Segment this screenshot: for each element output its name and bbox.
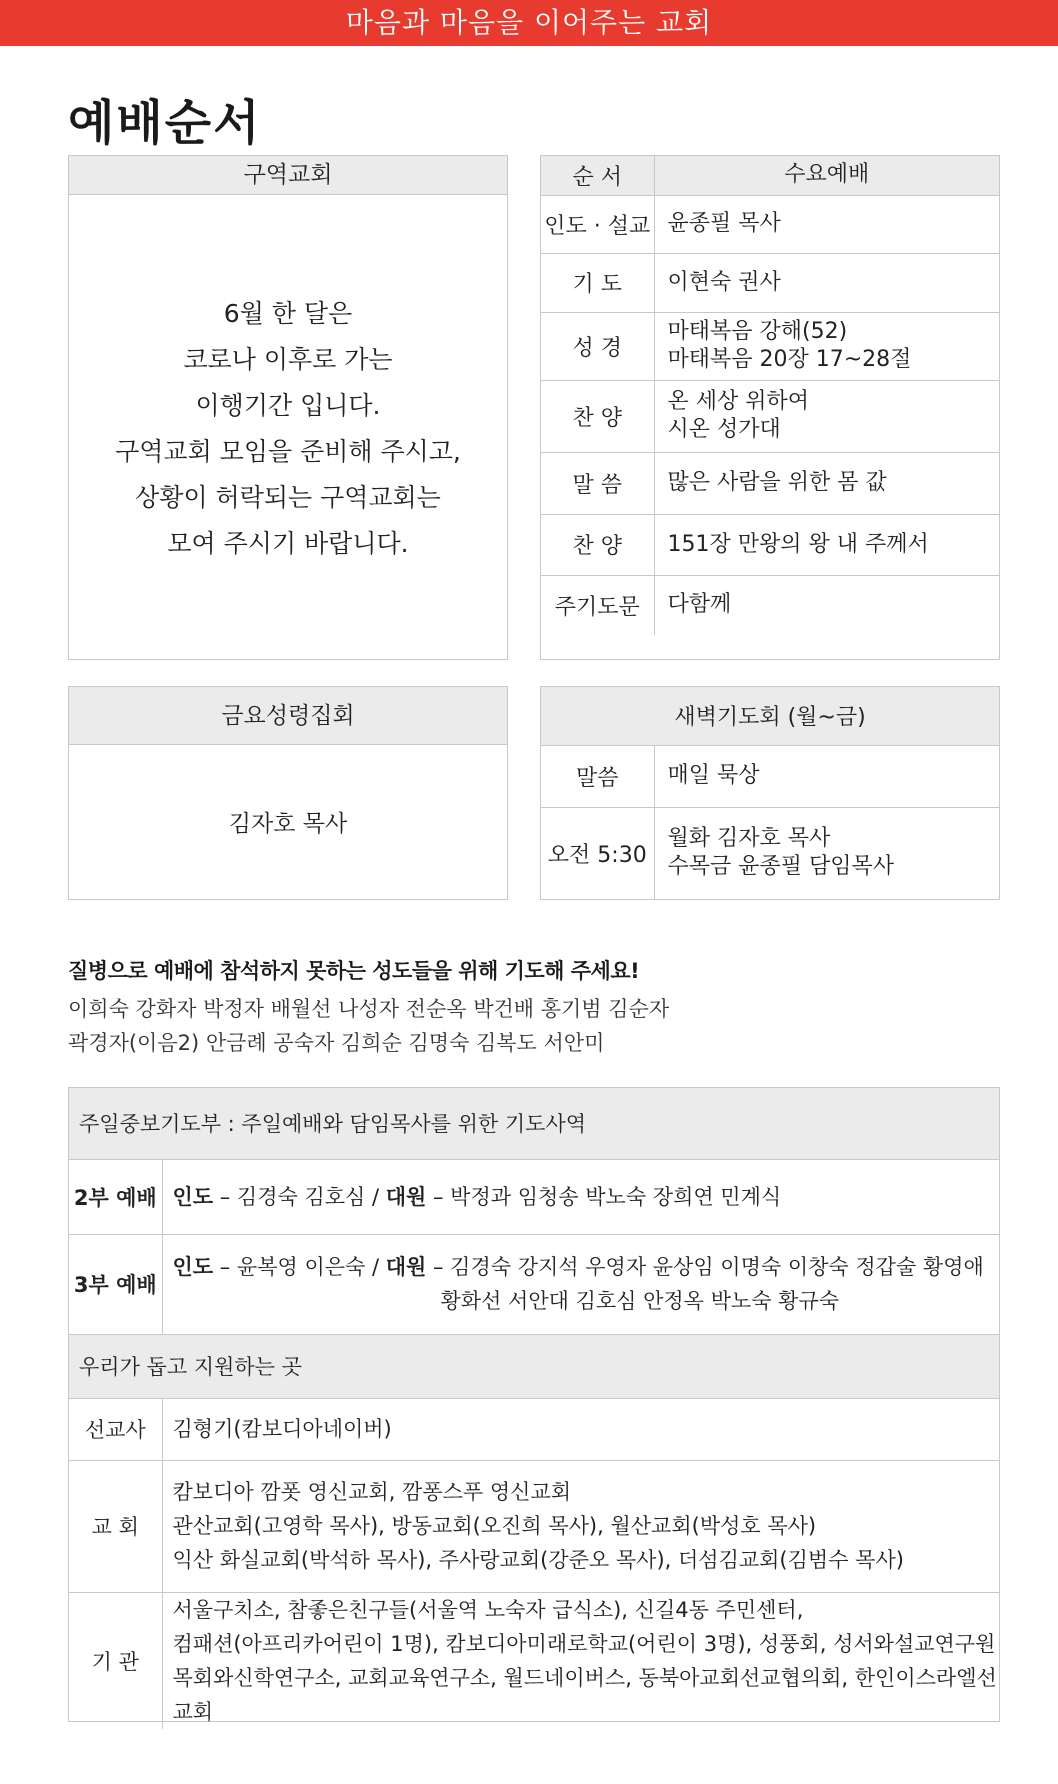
row-value: 온 세상 위하여 시온 성가대	[654, 380, 999, 452]
row-value: 이현숙 권사	[654, 253, 999, 312]
row-label: 인도 · 설교	[541, 195, 654, 253]
cell-church-message	[69, 291, 507, 567]
prayer-names-line: 이희숙 강화자 박정자 배월선 나성자 전순옥 박건배 홍기범 김순자	[68, 997, 670, 1021]
row-value: 윤종필 목사	[654, 195, 999, 253]
prayer-request-heading: 질병으로 예배에 참석하지 못하는 성도들을 위해 기도해 주세요!	[68, 959, 640, 983]
cell-msg-line: 상황이 허락되는 구역교회는	[135, 483, 441, 512]
cell-msg-line: 구역교회 모임을 준비해 주시고,	[115, 437, 461, 466]
cell-church-heading: 구역교회	[69, 156, 507, 195]
row-label: 말 씀	[541, 452, 654, 514]
row-label: 말씀	[541, 745, 654, 807]
row-label: 주기도문	[541, 575, 654, 635]
row-label: 찬 양	[541, 514, 654, 575]
row-value: 김형기(캄보디아네이버)	[162, 1398, 999, 1460]
row-value: 마태복음 강해(52) 마태복음 20장 17~28절	[654, 312, 999, 380]
row-value: 다함께	[667, 592, 732, 618]
intercession-heading: 주일중보기도부 : 주일예배와 담임목사를 위한 기도사역	[69, 1088, 999, 1159]
friday-preacher: 김자호 목사	[228, 811, 348, 837]
cell-msg-line: 6월 한 달은	[223, 299, 353, 328]
wednesday-col-header: 수요예배	[654, 156, 999, 195]
cell-msg-line: 모여 주시기 바랍니다.	[167, 529, 409, 558]
dawn-prayer-table	[540, 686, 1000, 900]
row-value: 인도 – 윤복영 이은숙 / 대원 – 김경숙 강지석 우영자 윤상임 이명숙 이창숙 정갑술 황영애 황화선 서안대 김호심 안정옥 박노숙 황규숙	[162, 1234, 999, 1334]
row-label: 기 도	[541, 253, 654, 312]
dawn-heading: 새벽기도회 (월~금)	[541, 687, 999, 745]
row-value: 많은 사람을 위한 몸 값	[654, 452, 999, 514]
page-title: 예배순서	[68, 95, 262, 151]
row-label: 3부 예배	[69, 1234, 162, 1334]
row-value: 월화 김자호 목사 수목금 윤종필 담임목사	[667, 826, 895, 880]
row-label: 기 관	[69, 1592, 162, 1729]
row-value: 매일 묵상	[654, 745, 999, 807]
row-value: 151장 만왕의 왕 내 주께서	[654, 514, 999, 575]
order-col-header: 순 서	[541, 156, 654, 195]
row-label: 찬 양	[541, 380, 654, 452]
cell-church-box	[68, 155, 508, 660]
row-value: 서울구치소, 참좋은친구들(서울역 노숙자 급식소), 신길4동 주민센터, 컴패션(아프리카어린이 1명), 캄보디아미래로학교(어린이 3명), 성풍회, 성서와설교연구원 목회와신학연구소, 교회교육연구소, 월드네이버스, 동북아교회선교협의회, 한인이스라엘선교회	[172, 1597, 997, 1724]
row-value: 캄보디아 깜폿 영신교회, 깜퐁스푸 영신교회 관산교회(고영학 목사), 방동교회(오진희 목사), 월산교회(박성호 목사) 익산 화실교회(박석하 목사), 주사랑교회(강준오 목사), 더섬김교회(김범수 목사)	[162, 1460, 999, 1592]
row-label: 오전 5:30	[541, 807, 654, 899]
row-label: 2부 예배	[69, 1159, 162, 1234]
wednesday-service-table	[540, 155, 1000, 660]
prayer-names-line: 곽경자(이음2) 안금례 공숙자 김희순 김명숙 김복도 서안미	[68, 1031, 605, 1055]
row-label: 교 회	[69, 1460, 162, 1592]
ministry-table	[68, 1087, 1000, 1722]
row-value: 인도 – 김경숙 김호심 / 대원 – 박정과 임청송 박노숙 장희연 민계식	[162, 1159, 999, 1234]
cell-msg-line: 코로나 이후로 가는	[183, 345, 393, 374]
row-label: 선교사	[69, 1398, 162, 1460]
support-heading: 우리가 돕고 지원하는 곳	[69, 1334, 999, 1398]
cell-msg-line: 이행기간 입니다.	[195, 391, 381, 420]
row-label: 성 경	[541, 312, 654, 380]
friday-meeting-box	[68, 686, 508, 900]
banner: 마음과 마음을 이어주는 교회	[0, 0, 1058, 46]
friday-heading: 금요성령집회	[69, 687, 507, 745]
